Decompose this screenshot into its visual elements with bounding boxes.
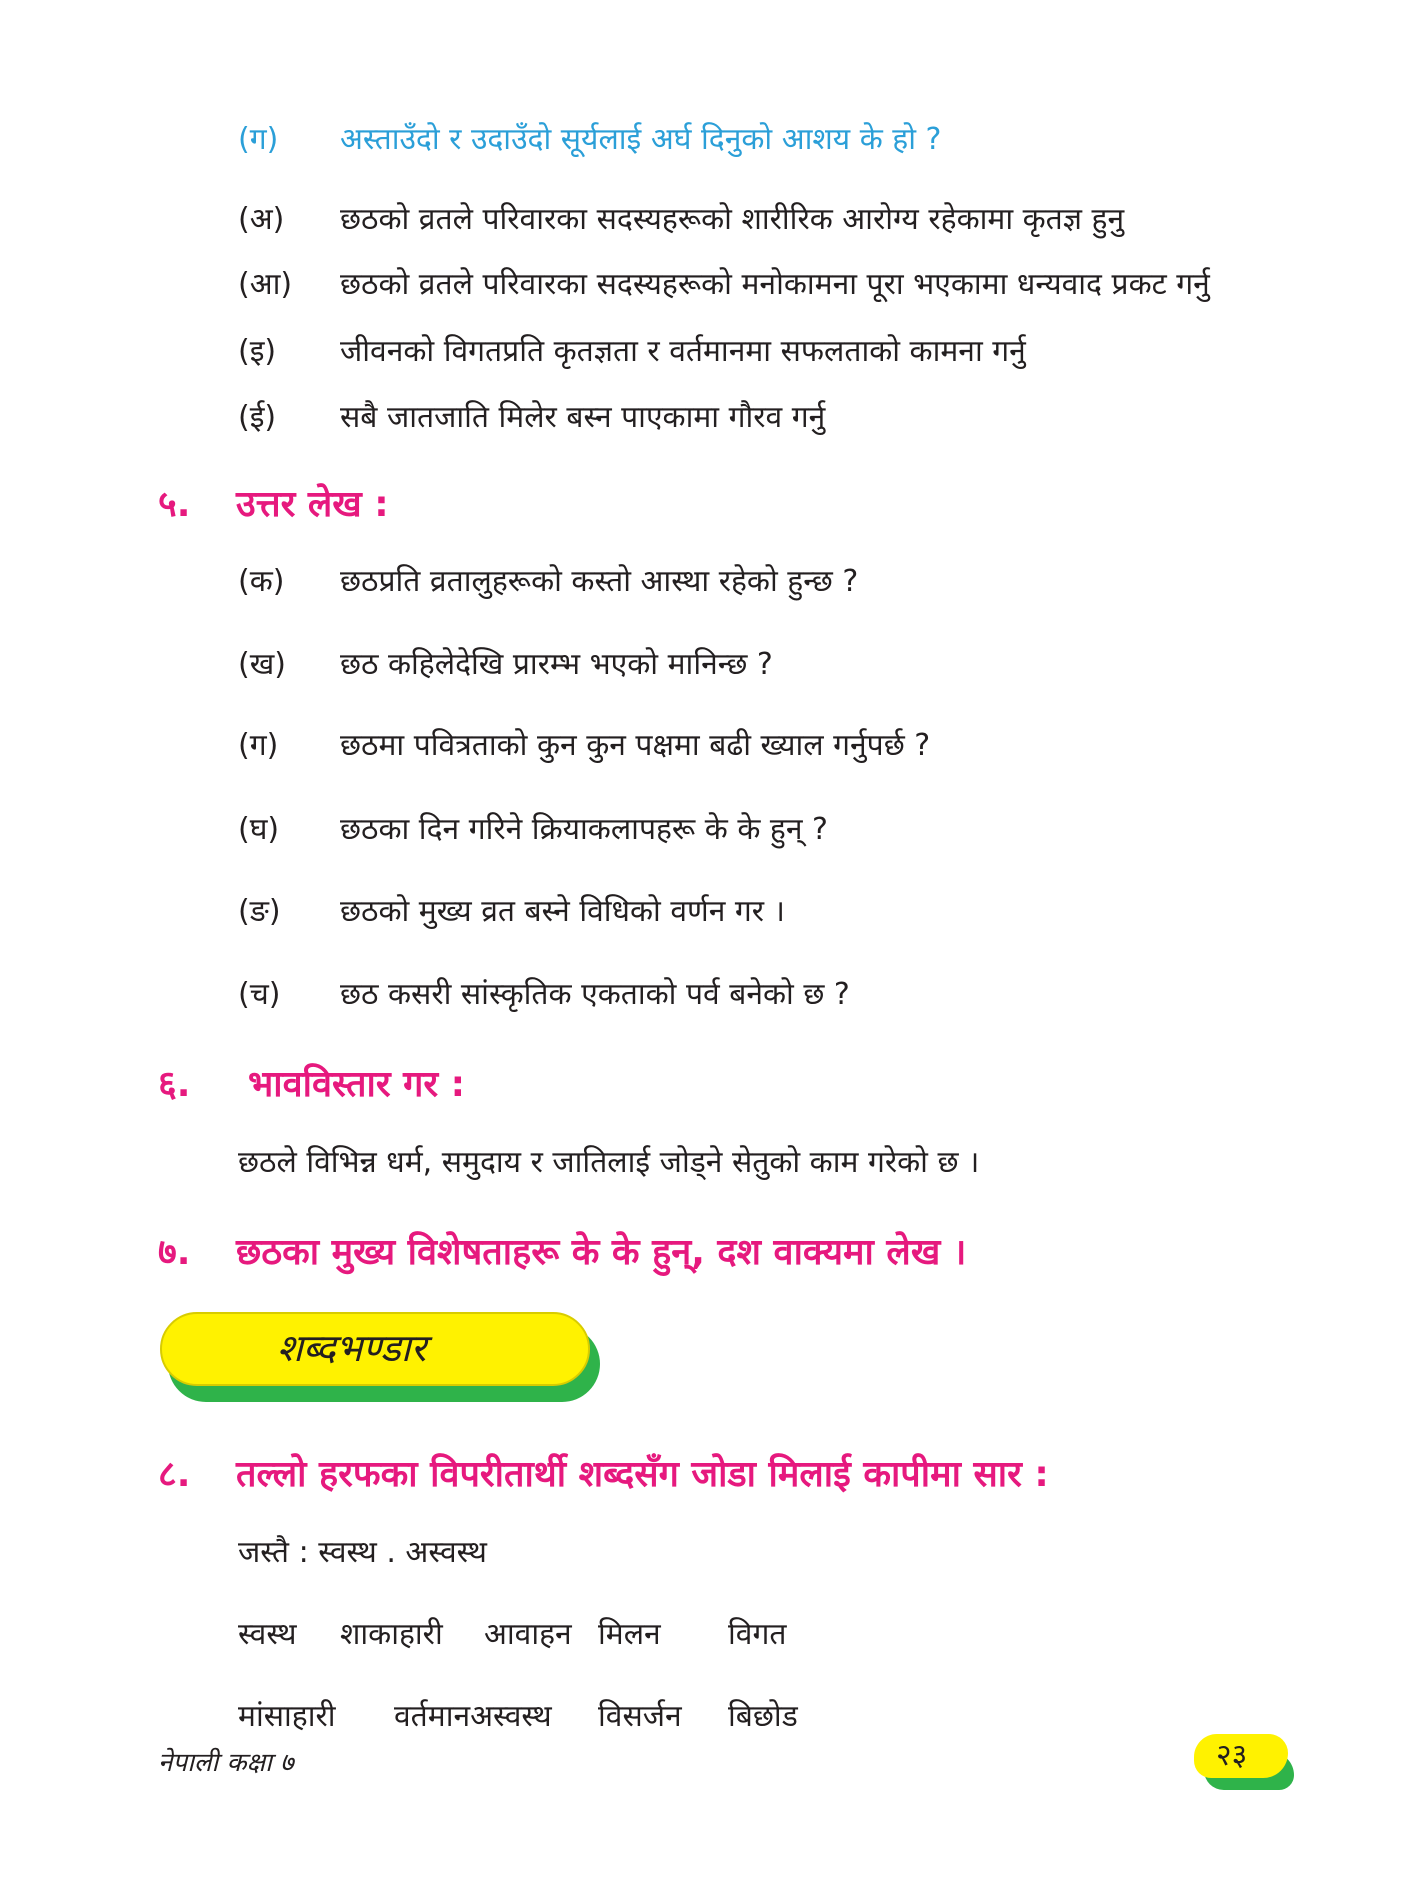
section8-number: ८.: [158, 1454, 191, 1495]
q4-option-text: छठको व्रतले परिवारका सदस्यहरूको शारीरिक आरोग्य रहेकामा कृतज्ञ हुनु: [340, 202, 1125, 237]
q4-option-marker: (ई): [238, 400, 277, 435]
word-row1-item: विगत: [728, 1617, 787, 1652]
q4-marker: (ग): [238, 122, 279, 157]
word-row1-item: शाकाहारी: [340, 1617, 443, 1652]
section5-number: ५.: [158, 484, 191, 525]
section5-item-marker: (च): [238, 977, 281, 1012]
word-row1-item: मिलन: [598, 1617, 661, 1652]
section5-item-marker: (ख): [238, 647, 286, 682]
section5-item-text: छठको मुख्य व्रत बस्ने विधिको वर्णन गर ।: [340, 894, 785, 929]
vocabulary-banner: [160, 1312, 600, 1402]
word-row2-item: वर्तमानअस्वस्थ: [394, 1699, 552, 1734]
section7-number: ७.: [158, 1232, 191, 1273]
section5-item-text: छठ कसरी सांस्कृतिक एकताको पर्व बनेको छ ?: [340, 977, 850, 1012]
q4-option-text: जीवनको विगतप्रति कृतज्ञता र वर्तमानमा सफलताको कामना गर्नु: [340, 334, 1026, 369]
section5-item-text: छठका दिन गरिने क्रियाकलापहरू के के हुन् ?: [340, 812, 828, 847]
section5-item-marker: (घ): [238, 812, 280, 847]
word-row2-item: बिछोड: [728, 1699, 798, 1734]
q4-option-text: सबै जातजाति मिलेर बस्न पाएकामा गौरव गर्नु: [340, 400, 826, 435]
word-row2-item: विसर्जन: [598, 1699, 682, 1734]
section5-item-text: छठप्रति व्रतालुहरूको कस्तो आस्था रहेको हुन्छ ?: [340, 564, 859, 599]
section8-example: जस्तै : स्वस्थ . अस्वस्थ: [238, 1535, 487, 1570]
q4-option-text: छठको व्रतले परिवारका सदस्यहरूको मनोकामना पूरा भएकामा धन्यवाद प्रकट गर्नु: [340, 267, 1210, 302]
section5-item-text: छठमा पवित्रताको कुन कुन पक्षमा बढी ख्याल गर्नुपर्छ ?: [340, 728, 931, 763]
q4-option-marker: (आ): [238, 267, 293, 302]
word-row2-item: मांसाहारी: [238, 1699, 336, 1734]
section5-item-marker: (ङ): [238, 894, 281, 929]
page-number-badge: [1190, 1730, 1300, 1790]
section6-number: ६.: [158, 1064, 191, 1105]
banner-label: शब्दभण्डार: [277, 1326, 427, 1370]
section8-title: तल्लो हरफका विपरीतार्थी शब्दसँग जोडा मिलाई कापीमा सार :: [236, 1454, 1049, 1495]
word-row1-item: स्वस्थ: [238, 1617, 297, 1652]
section5-item-text: छठ कहिलेदेखि प्रारम्भ भएको मानिन्छ ?: [340, 647, 773, 682]
q4-question: अस्ताउँदो र उदाउँदो सूर्यलाई अर्घ दिनुको आशय के हो ?: [340, 122, 942, 157]
word-row1-item: आवाहन: [484, 1617, 572, 1652]
section6-text: छठले विभिन्न धर्म, समुदाय र जातिलाई जोड्ने सेतुको काम गरेको छ ।: [238, 1145, 980, 1180]
section6-title: भावविस्तार गर :: [248, 1064, 466, 1105]
banner-face: [160, 1312, 590, 1386]
q4-option-marker: (अ): [238, 202, 285, 237]
section5-title: उत्तर लेख :: [236, 484, 389, 525]
q4-option-marker: (इ): [238, 334, 277, 369]
footer-book-title: नेपाली कक्षा ७: [158, 1748, 294, 1778]
section7-title: छठका मुख्य विशेषताहरू के के हुन्, दश वाक्यमा लेख ।: [236, 1232, 967, 1273]
section5-item-marker: (क): [238, 564, 285, 599]
page-number: २३: [1216, 1738, 1248, 1773]
section5-item-marker: (ग): [238, 728, 279, 763]
